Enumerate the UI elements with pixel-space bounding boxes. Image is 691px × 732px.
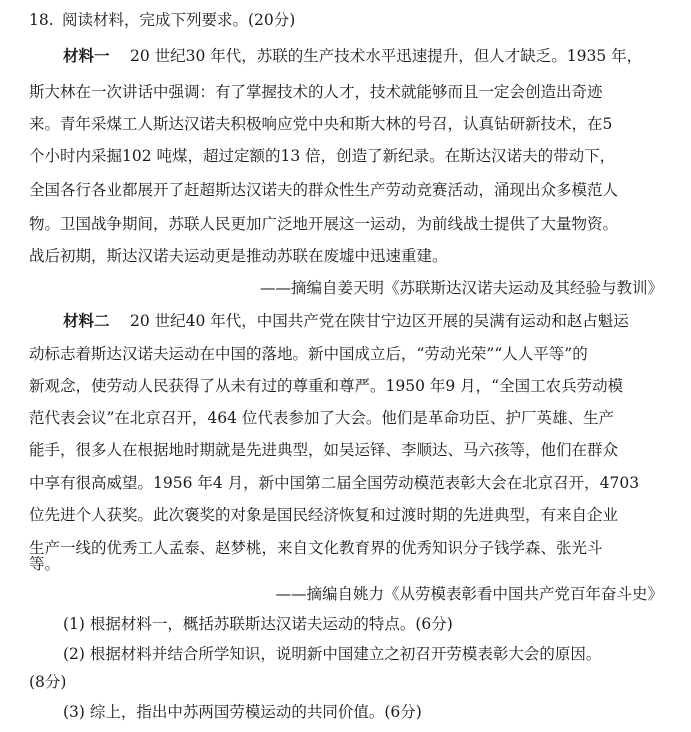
material1-text: 物。卫国战争期间，苏联人民更加广泛地开展这一运动，为前线战士提供了大量物资。: [29, 215, 619, 233]
material2-line-4: [0, 400, 691, 436]
material1-text: 战后初期，斯达汉诺夫运动更是推动苏联在废墟中迅速重建。: [29, 247, 448, 265]
material1-text: 来。青年采煤工人斯达汉诺夫积极响应党中央和斯大林的号召，认真钻研新技术，在5: [29, 115, 613, 133]
material2-text: 新观念，使劳动人民获得了从未有过的尊重和尊严。1950 年9 月，“全国工农兵劳动模: [29, 377, 624, 395]
material1-line-7: [0, 238, 691, 274]
material1-text: 全国各行各业都展开了赶超斯达汉诺夫的群众性生产劳动竞赛活动，涌现出众多模范人: [29, 181, 619, 199]
question-number: 18.: [29, 11, 54, 29]
material1-source-line: [0, 270, 691, 306]
material2-line-3: [0, 368, 691, 404]
material2-text: 位先进个人获奖。此次褒奖的对象是国民经济恢复和过渡时期的先进典型，有来自企业: [29, 506, 619, 524]
task-text: (2) 根据材料并结合所学知识，说明新中国建立之初召开劳模表彰大会的原因。: [63, 645, 602, 663]
material2-text: 等。: [29, 555, 61, 573]
material2-text: 能手，很多人在根据地时期就是先进典型，如吴运铎、李顺达、马六孩等，他们在群众: [29, 441, 619, 459]
material1-line-6: [0, 206, 691, 242]
material1-line-1: [0, 38, 691, 74]
material2-text: 中享有很高威望。1956 年4 月，新中国第二届全国劳动模范表彰大会在北京召开，4703: [29, 474, 640, 492]
material2-text: 20 世纪40 年代，中国共产党在陕甘宁边区开展的吴满有运动和赵占魁运: [130, 312, 629, 330]
material1-line-3: [0, 106, 691, 142]
question-header: [0, 2, 691, 38]
material2-line-5: [0, 432, 691, 468]
material2-text: 动标志着斯达汉诺夫运动在中国的落地。新中国成立后，“劳动光荣”“人人平等”的: [29, 345, 588, 363]
material2-line-7: [0, 497, 691, 533]
material2-source: ——摘编自姚力《从劳模表彰看中国共产党百年奋斗史》: [275, 585, 663, 603]
material2-text: 生产一线的优秀工人孟泰、赵梦桃，来自文化教育界的优秀知识分子钱学森、张光斗: [29, 539, 603, 557]
material1-line-5: [0, 172, 691, 208]
task-text: (1) 根据材料一，概括苏联斯达汉诺夫运动的特点。(6分): [63, 615, 453, 633]
material1-text: 个小时内采掘102 吨煤，超过定额的13 倍，创造了新纪录。在斯达汉诺夫的带动下，: [29, 147, 616, 165]
task-text: (3) 综上，指出中苏两国劳模运动的共同价值。(6分): [63, 703, 422, 721]
material1-source: ——摘编自姜天明《苏联斯达汉诺夫运动及其经验与教训》: [259, 279, 663, 297]
material1-text: 20 世纪30 年代，苏联的生产技术水平迅速提升，但人才缺乏。1935 年，: [130, 47, 643, 65]
material2-line-2: [0, 336, 691, 372]
question-prompt: 阅读材料，完成下列要求。(20分): [62, 11, 296, 29]
material1-label: 材料一: [63, 46, 110, 65]
material2-line-1: [0, 303, 691, 339]
material1-line-2: [0, 74, 691, 110]
material2-text: 范代表会议”在北京召开，464 位代表参加了大会。他们是革命功臣、护厂英雄、生产: [29, 409, 614, 427]
task-3: [0, 694, 691, 730]
material2-label: 材料二: [63, 311, 110, 330]
material2-line-6: [0, 465, 691, 501]
material1-text: 斯大林在一次讲话中强调：有了掌握技术的人才，技术就能够而且一定会创造出奇迹: [29, 83, 603, 101]
material1-line-4: [0, 138, 691, 174]
task-text: (8分): [29, 673, 67, 691]
